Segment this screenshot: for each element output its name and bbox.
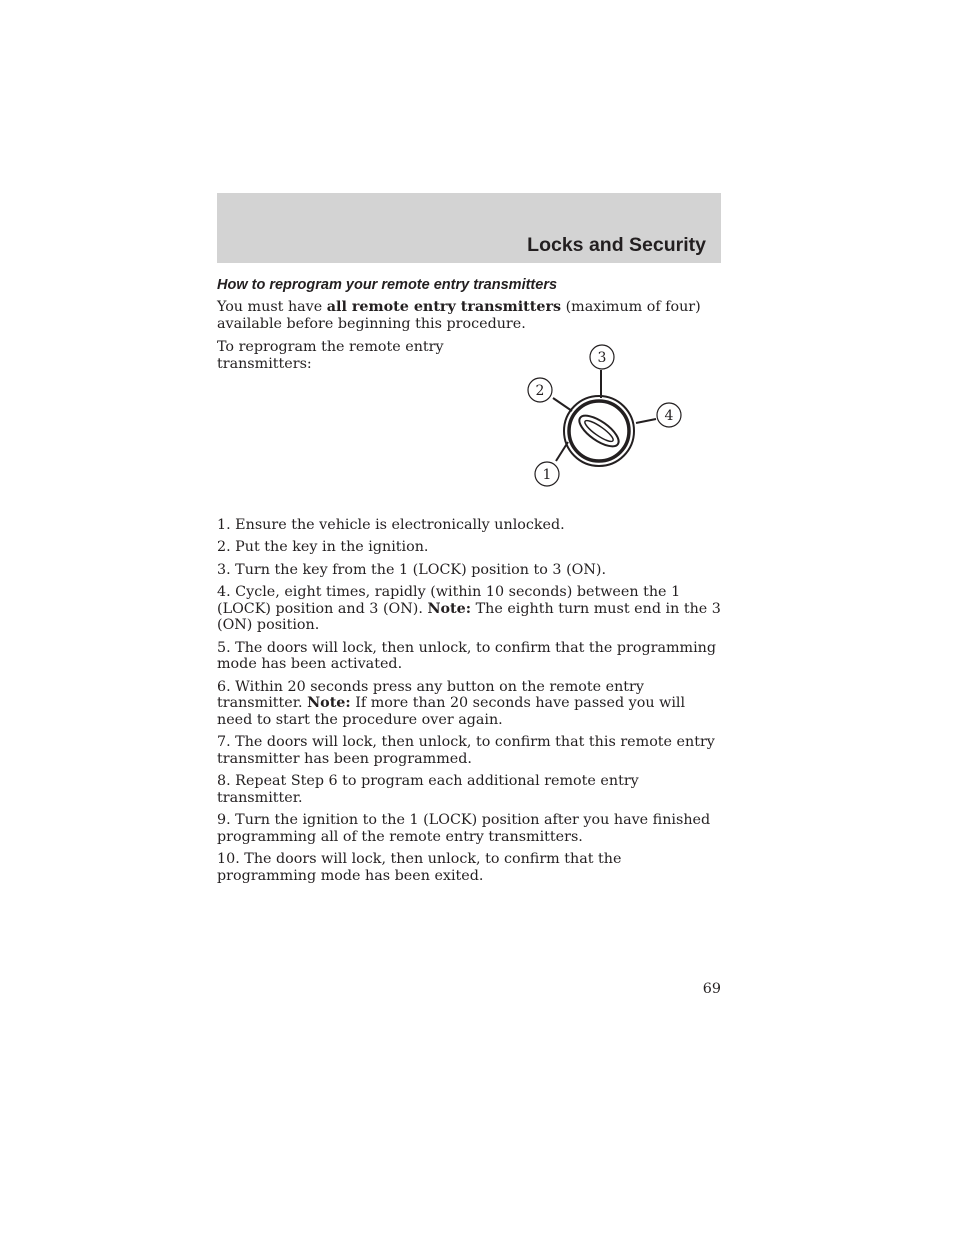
intro-suffix: (maximum of four) available before beginning this procedure. — [217, 299, 701, 332]
step-2: 2. Put the key in the ignition. — [217, 539, 429, 556]
step-5: 5. The doors will lock, then unlock, to confirm that the programming mode has been activated. — [217, 639, 717, 673]
procedure-steps — [217, 517, 721, 890]
step-7: 7. The doors will lock, then unlock, to confirm that this remote entry transmitter has been programmed. — [217, 734, 715, 767]
step-6-note-text: If more than 20 seconds have passed you will need to start the procedure over again. — [217, 695, 686, 728]
intro-paragraph — [217, 299, 721, 333]
intro-prefix: You must have — [217, 299, 327, 315]
ignition-inner-ring — [569, 401, 629, 461]
subsection-heading: How to reprogram your remote entry transmitters — [217, 277, 558, 293]
leader-line-4 — [636, 419, 656, 423]
ignition-outer-ring — [564, 396, 634, 466]
page-number: 69 — [702, 981, 721, 997]
step-9: 9. Turn the ignition to the 1 (LOCK) position after you have finished programming all of the remote entry transmitters. — [217, 812, 711, 845]
step-3: 3. Turn the key from the 1 (LOCK) position to 3 (ON). — [217, 561, 607, 578]
section-header-band — [217, 193, 721, 263]
ignition-diagram — [520, 340, 690, 490]
intro-emphasis: all remote entry transmitters — [326, 299, 562, 315]
step-4-text: 4. Cycle, eight times, rapidly (within 10 seconds) between the 1 (LOCK) position and 3 (ON). — [217, 583, 681, 617]
step-4-note-text: The eighth turn must end in the 3 (ON) position. — [217, 600, 721, 634]
step-6-note-label: Note: — [307, 695, 351, 712]
step-6-text: 6. Within 20 seconds press any button on the remote entry transmitter. — [217, 678, 644, 712]
leader-line-2 — [553, 398, 572, 411]
step-4 — [217, 584, 721, 634]
key-slot-icon — [575, 410, 624, 452]
intro-paragraph-2: To reprogram the remote entry transmitters: — [217, 339, 444, 372]
step-4-note-label: Note: — [427, 600, 472, 617]
step-1: 1. Ensure the vehicle is electronically unlocked. — [217, 517, 565, 533]
step-8: 8. Repeat Step 6 to program each additional remote entry transmitter. — [217, 773, 639, 806]
callout-label-3: 3 — [597, 350, 607, 366]
step-10: 10. The doors will lock, then unlock, to confirm that the programming mode has been exited. — [217, 851, 622, 884]
callout-label-4: 4 — [664, 408, 674, 424]
step-6 — [217, 679, 721, 729]
callout-label-2: 2 — [535, 383, 545, 399]
callout-label-1: 1 — [542, 467, 552, 483]
section-title: Locks and Security — [527, 234, 706, 256]
